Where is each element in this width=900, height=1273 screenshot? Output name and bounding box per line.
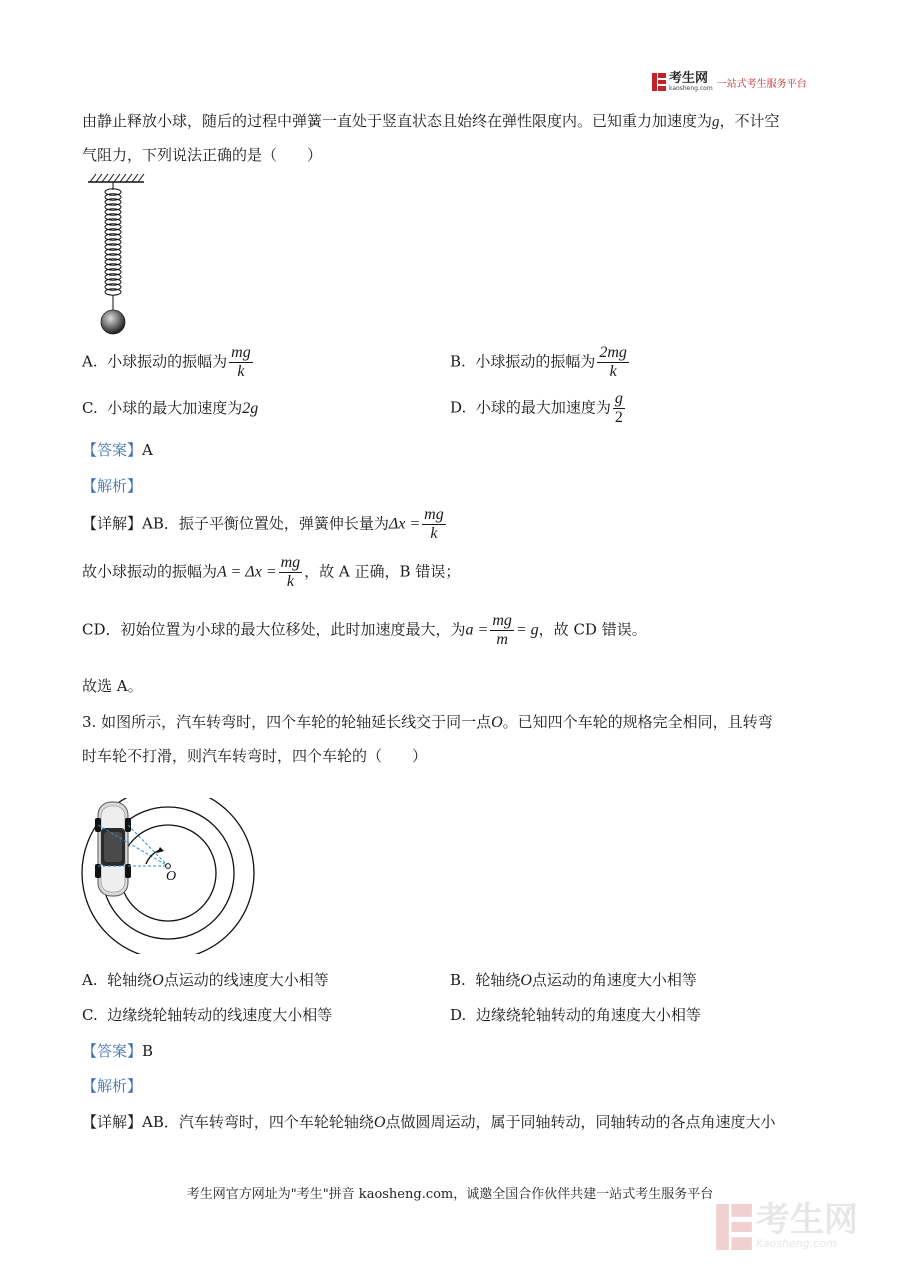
- watermark: [716, 1200, 858, 1250]
- q2-option-a[interactable]: A. 小球振动的振幅为 $\frac{mg}{k}$: [82, 344, 251, 380]
- q2-stem-text-b: ，不计空: [719, 112, 780, 130]
- fraction: $\frac{mg}{k}$: [231, 344, 251, 380]
- q2-detail-line1: 【详解】AB．振子平衡位置处，弹簧伸长量为Δx = $\frac{mg}{k}$: [82, 506, 444, 542]
- q3-answer: 【答案】B: [82, 1042, 154, 1060]
- q2-detail-line3: CD．初始位置为小球的最大位移处，此时加速度最大，为a = $\frac{mg}{m}$ = g，故 CD 错误。: [82, 612, 647, 648]
- fraction: $\frac{mg}{k}$: [280, 554, 301, 590]
- q3-stem-line1: 3. 如图所示，汽车转弯时，四个车轮的轮轴延长线交于同一点O。已知四个车轮的规格完全相同，且转弯: [82, 713, 773, 731]
- q3-analysis-tag: 【解析】: [82, 1077, 143, 1095]
- fraction: $\frac{g}{2}$: [614, 390, 623, 426]
- car-icon: [95, 802, 131, 896]
- q3-detail-line1: 【详解】AB．汽车转弯时，四个车轮轮轴绕O点做圆周运动，属于同轴转动，同轴转动的各点角速度大小: [82, 1113, 776, 1131]
- q3-option-b[interactable]: B. 轮轴绕O点运动的角速度大小相等: [450, 971, 697, 989]
- center-point: [166, 864, 171, 869]
- logo-name: 考生网: [669, 71, 709, 86]
- q2-stem-line1: [82, 111, 780, 132]
- q2-stem-line2: 气阻力，下列说法正确的是（ ）: [82, 146, 323, 164]
- q2-detail-line2: 故小球振动的振幅为A = Δx = $\frac{mg}{k}$ ，故 A 正确，B 错误；: [82, 554, 461, 590]
- kaosheng-logo-icon: [652, 73, 666, 91]
- spring-ball-figure: [84, 170, 148, 338]
- q2-analysis-tag: 【解析】: [82, 477, 143, 495]
- watermark-url: Kaosheng.com: [756, 1237, 837, 1250]
- q2-conclusion: 故选 A。: [82, 677, 143, 695]
- q2-stem-text-a: 由静止释放小球，随后的过程中弹簧一直处于竖直状态且始终在弹性限度内。已知重力加速度为: [82, 112, 713, 130]
- fraction: $\frac{mg}{m}$: [492, 612, 512, 648]
- ball: [101, 310, 125, 334]
- q3-option-a[interactable]: A. 轮轴绕O点运动的线速度大小相等: [82, 971, 329, 989]
- spring-coils: [105, 189, 121, 295]
- answer-tag: 【答案】: [82, 441, 143, 459]
- logo-url: kaosheng.com: [669, 85, 713, 92]
- car-turning-figure: [80, 798, 260, 954]
- answer-tag: 【答案】: [82, 1042, 143, 1060]
- q3-option-d[interactable]: D. 边缘绕轮轴转动的角速度大小相等: [450, 1006, 701, 1024]
- q2-option-c[interactable]: C. 小球的最大加速度为2g: [82, 399, 259, 417]
- header-logo: [652, 72, 807, 92]
- q2-option-d[interactable]: D. 小球的最大加速度为 $\frac{g}{2}$: [450, 390, 623, 426]
- logo-slogan: 一站式考生服务平台: [716, 78, 807, 90]
- q3-option-c[interactable]: C. 边缘绕轮轴转动的线速度大小相等: [82, 1006, 333, 1024]
- fraction: $\frac{mg}{k}$: [424, 506, 444, 542]
- q2-option-b[interactable]: B. 小球振动的振幅为 $\frac{2mg}{k}$: [450, 344, 627, 380]
- q2-stem-var-g: g: [712, 114, 720, 130]
- fraction: $\frac{2mg}{k}$: [599, 344, 627, 380]
- watermark-name: 考生网: [756, 1200, 858, 1240]
- logo-text: [669, 72, 713, 92]
- watermark-logo-icon: [716, 1204, 752, 1250]
- watermark-text: [756, 1200, 858, 1250]
- page-footer: 考生网官方网址为"考生"拼音 kaosheng.com，诚邀全国合作伙伴共建一站式考生服务平台: [186, 1187, 714, 1202]
- q3-stem-line2: 时车轮不打滑，则汽车转弯时，四个车轮的（ ）: [82, 747, 428, 765]
- center-label: O: [166, 869, 177, 884]
- ceiling-hatch: [90, 174, 144, 182]
- q2-answer: 【答案】A: [82, 441, 153, 459]
